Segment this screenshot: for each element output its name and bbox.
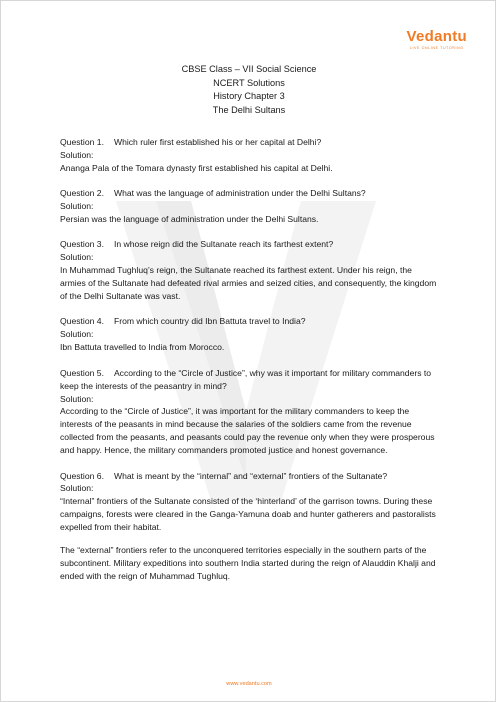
answer-text: Ibn Battuta travelled to India from Morocco. [60, 342, 225, 353]
question-text [60, 238, 440, 251]
question-body: What is meant by the “internal” and “external” frontiers of the Sultanate? [113, 470, 388, 481]
logo-name: Vedantu [406, 28, 467, 45]
solution-label: Solution: [60, 252, 94, 263]
question-block [60, 187, 440, 226]
questions-list [60, 136, 440, 595]
question-number: Question 2. [60, 188, 104, 199]
answer-text: In Muhammad Tughluq’s reign, the Sultanate reached its farthest extent. Under his reign, the armies of the Sultanate had defeated rival armies and seized cities, and consequently, the kingdom of the Delhi Sultanate was vast. [60, 265, 437, 302]
question-number: Question 6. [60, 470, 104, 481]
header-subtitle: NCERT Solutions [213, 77, 285, 88]
question-block [60, 315, 440, 354]
question-block [60, 238, 440, 303]
question-text [60, 136, 440, 149]
logo-tagline: LIVE ONLINE TUTORING [409, 46, 464, 50]
solution-label: Solution: [60, 483, 94, 494]
header-title: The Delhi Sultans [212, 104, 286, 115]
question-text [60, 470, 440, 483]
answer-text-continued: The “external” frontiers refer to the unconquered territories especially in the southern parts of the subcontinent. Military expeditions into southern India started during the reign of Alauddin Khalji and ended with the reign of Muhammad Tughluq. [60, 545, 436, 581]
question-text [60, 367, 440, 393]
question-number: Question 3. [60, 239, 104, 250]
solution-label: Solution: [60, 201, 94, 212]
question-body: Which ruler first established his or her capital at Delhi? [113, 137, 322, 147]
vedantu-logo [407, 29, 467, 50]
question-body: According to the “Circle of Justice”, why was it important for military commanders to keep the interests of the peasantry in mind? [60, 367, 432, 391]
document-header [1, 63, 496, 117]
answer-text: Ananga Pala of the Tomara dynasty first established his capital at Delhi. [60, 162, 333, 173]
header-class: CBSE Class – VII Social Science [181, 64, 317, 74]
question-block [60, 367, 440, 457]
question-number: Question 4. [60, 316, 104, 327]
question-body: From which country did Ibn Battuta travel to India? [113, 316, 306, 327]
answer-text: According to the “Circle of Justice”, it was important for the military commanders to keep the interests of the peasants in mind because the salaries of the soldiers came from the revenue collected from the peasants, and peasants could pay the revenue only when they were prosperous and happy. Hence, the military commanders promoted justice and honest governance. [60, 406, 435, 456]
question-number: Question 5. [60, 367, 104, 378]
question-number: Question 1. [60, 137, 104, 147]
answer-text: Persian was the language of administration under the Delhi Sultans. [60, 214, 319, 225]
question-body: What was the language of administration under the Delhi Sultans? [113, 188, 366, 199]
footer-url[interactable]: www.vedantu.com [226, 681, 272, 687]
question-text [60, 315, 440, 328]
question-body: In whose reign did the Sultanate reach its farthest extent? [113, 239, 334, 250]
question-text [60, 187, 440, 200]
header-chapter: History Chapter 3 [213, 91, 285, 102]
answer-text: “Internal” frontiers of the Sultanate consisted of the ‘hinterland’ of the garrison towns. During these campaigns, forests were cleared in the Ganga-Yamuna doab and hunter gatherers and pastoralists expelled from their habitat. [60, 496, 436, 533]
solution-label: Solution: [60, 329, 94, 340]
question-block [60, 470, 440, 583]
solution-label: Solution: [60, 149, 94, 160]
solution-label: Solution: [60, 393, 94, 404]
question-block [60, 136, 440, 175]
